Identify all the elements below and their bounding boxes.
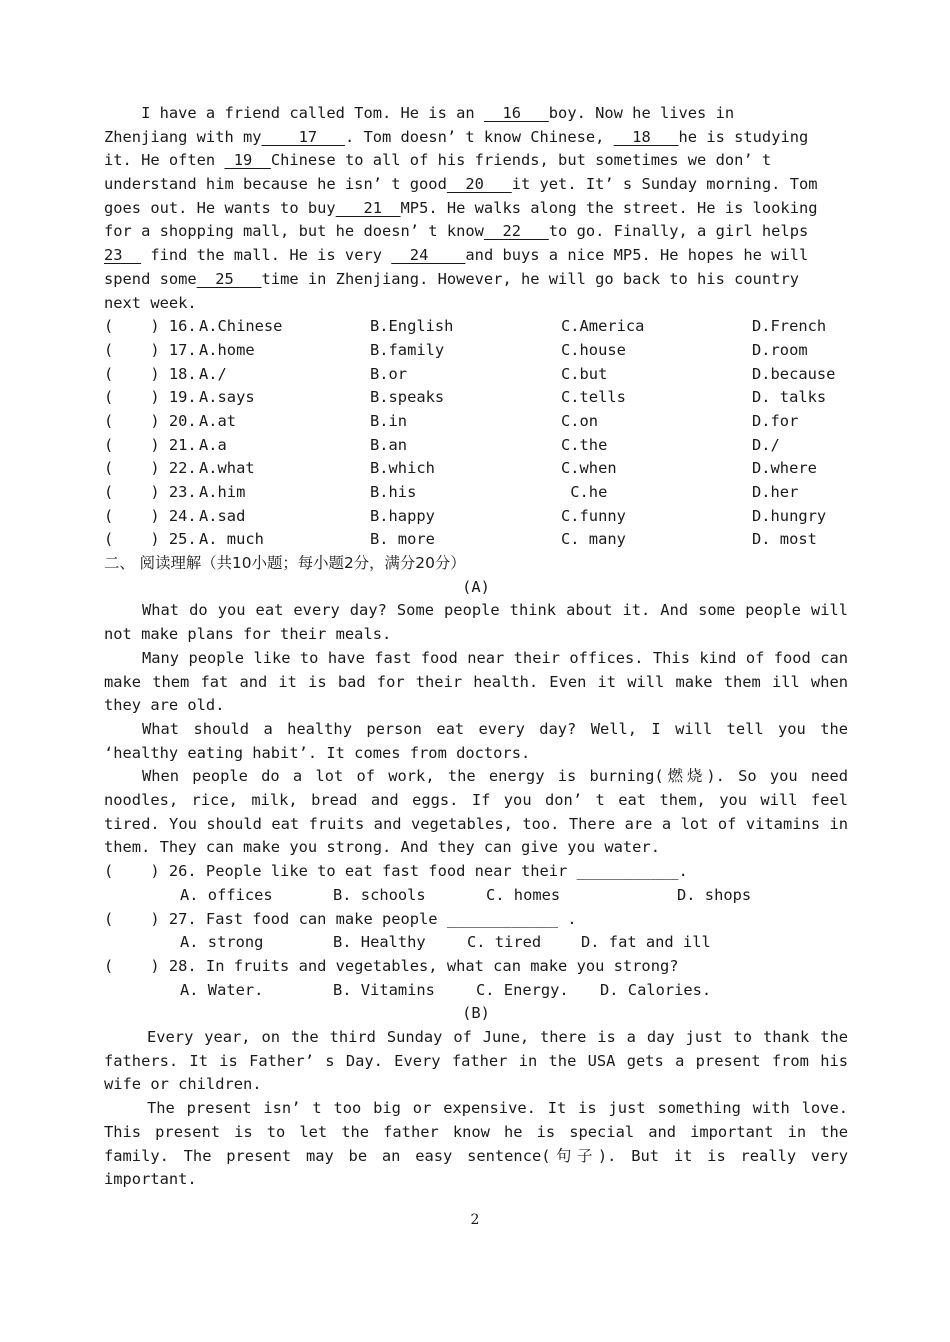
option: A. Water. [180, 980, 264, 999]
question-row: ( ) 17. A.home B.family C.house D.room [104, 340, 808, 359]
option: B. Healthy [333, 933, 426, 952]
option: A. strong [180, 933, 264, 952]
part-b-label: (B) [462, 1004, 490, 1023]
option: C. homes [486, 885, 561, 904]
cloze-line: goes out. He wants to buy 21 MP5. He walks along the street. He is looking [104, 197, 848, 221]
question-stem: ( ) 26. People like to eat fast food near their ___________. [104, 862, 688, 881]
paragraph: Many people like to have fast food near their offices. This kind of food can make them fat and it is bad for their health. Even it will make them ill when they are old. [104, 648, 848, 715]
paragraph: What should a healthy person eat every day? Well, I will tell you the ‘healthy eating habit’. It comes from doctors. [104, 719, 848, 762]
reading-questions-a [104, 860, 848, 1002]
cloze-line: I have a friend called Tom. He is an 16 boy. Now he lives in [104, 102, 848, 126]
blank-25: 25 [196, 269, 262, 288]
question-stem: ( ) 28. In fruits and vegetables, what can make you strong? [104, 956, 679, 975]
answer-options [104, 884, 848, 908]
question-row: ( ) 24. A.sad B.happy C.funny D.hungry [104, 506, 827, 525]
reading-passage-b [104, 1026, 848, 1192]
cloze-line: next week. [104, 293, 197, 312]
blank-24: 24 [391, 246, 466, 265]
question-row: ( ) 22. A.what B.which C.when D.where [104, 459, 817, 478]
cloze-line: spend some 25 time in Zhenjiang. However, he will go back to his country [104, 268, 848, 292]
answer-options [104, 979, 848, 1003]
blank-22: 22 [483, 222, 549, 241]
cloze-passage [104, 102, 848, 315]
paragraph: The present isn’ t too big or expensive. It is just something with love. This present is to let the father know he is special and important in the family. The present may be an easy sentence(句子). But it is really very important. [104, 1099, 848, 1189]
exam-page [104, 102, 848, 1192]
option: C. Energy. [476, 980, 569, 999]
question-row: ( ) 23. A.him B.his C.he D.her [104, 483, 799, 501]
cloze-line: 23 find the mall. He is very 24 and buys a nice MP5. He hopes he will [104, 244, 848, 268]
question-row: ( ) 19. A.says B.speaks C.tells D. talks [104, 388, 827, 407]
question-row: ( ) 18. A./ B.or C.but D.because [104, 364, 836, 383]
blank-17: 17 [261, 127, 345, 146]
blank-19: 19 [224, 151, 271, 170]
option: B. schools [333, 885, 426, 904]
part-a-label: (A) [462, 577, 490, 596]
question-row: ( ) 20. A.at B.in C.on D.for [104, 411, 799, 430]
option: B. Vitamins [333, 980, 435, 999]
paragraph: What do you eat every day? Some people think about it. And some people will not make plans for their meals. [104, 601, 848, 644]
reading-passage-a [104, 599, 848, 860]
option: C. tired [467, 933, 542, 952]
cloze-line: it. He often 19 Chinese to all of his friends, but sometimes we don’ t [104, 149, 848, 173]
option: D. Calories. [600, 980, 712, 999]
blank-23: 23 [104, 246, 142, 265]
question-row: ( ) 25. A. much B. more C. many D. most [104, 530, 817, 549]
question-row: ( ) 21. A.a B.an C.the D./ [104, 435, 780, 454]
question-row: ( ) 16. A.Chinese B.English C.America D.French [104, 317, 827, 336]
cloze-line: Zhenjiang with my 17 . Tom doesn’ t know Chinese, 18 he is studying [104, 126, 848, 150]
paragraph: When people do a lot of work, the energy is burning(燃烧). So you need noodles, rice, milk, bread and eggs. If you don’ t eat them, you will feel tired. You should eat fruits and vegetables, too. There are a lot of vitamins in them. They can make you strong. And they can give you water. [104, 767, 848, 857]
cloze-line: understand him because he isn’ t good 20 it yet. It’ s Sunday morning. Tom [104, 173, 848, 197]
blank-20: 20 [446, 175, 512, 194]
section-heading: 二、 阅读理解（共10小题；每小题2分，满分20分） [104, 554, 466, 573]
blank-16: 16 [483, 104, 549, 122]
option: D. shops [677, 885, 752, 904]
question-stem: ( ) 27. Fast food can make people ____________ . [104, 909, 577, 928]
option: A. offices [180, 885, 273, 904]
blank-21: 21 [335, 198, 401, 217]
cloze-line: for a shopping mall, but he doesn’ t know 22 to go. Finally, a girl helps [104, 220, 848, 244]
answer-options [104, 931, 848, 955]
blank-18: 18 [613, 127, 679, 146]
paragraph: Every year, on the third Sunday of June, there is a day just to thank the fathers. It is Father’ s Day. Every father in the USA gets a present from his wife or children. [104, 1027, 848, 1094]
option: D. fat and ill [581, 933, 711, 952]
page-number: 2 [470, 1212, 480, 1228]
cloze-options [104, 315, 848, 552]
